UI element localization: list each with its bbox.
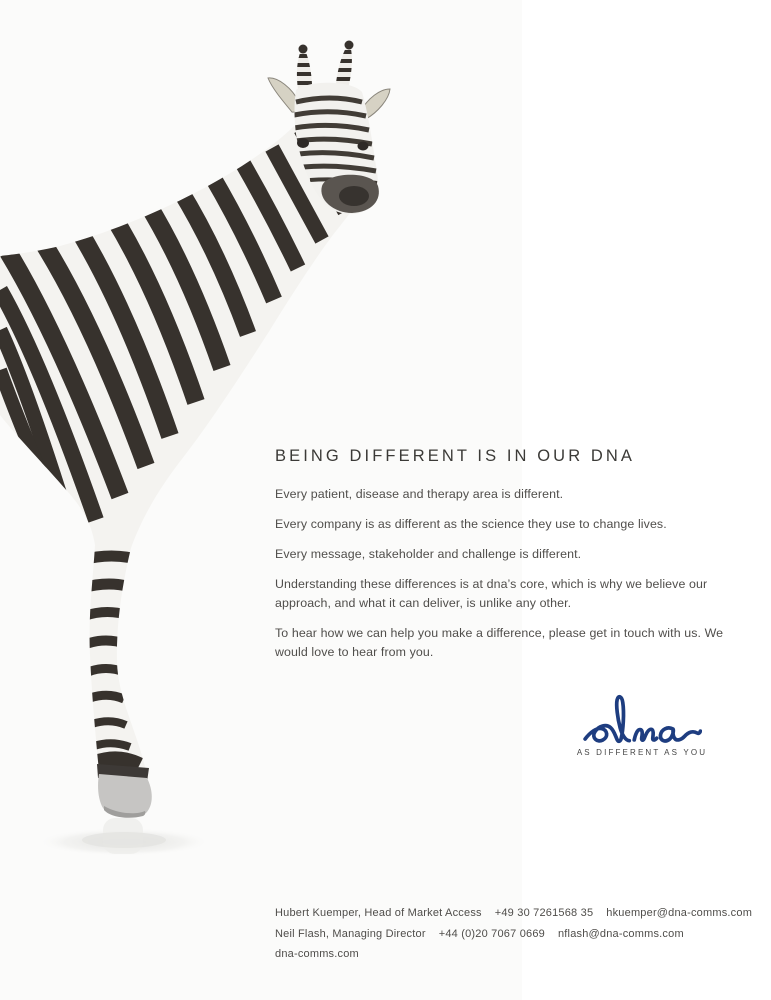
body-paragraph-1: Every patient, disease and therapy area is different.: [275, 487, 564, 501]
logo-letter-a: [660, 726, 701, 741]
logo-letter-d: [583, 696, 629, 743]
logo-tagline: AS DIFFERENT AS YOU: [576, 748, 708, 757]
body-paragraph-2: Every company is as different as the science they use to change lives.: [275, 517, 667, 531]
body-paragraph-3: Every message, stakeholder and challenge is different.: [275, 547, 582, 561]
zebra-eye-right: [358, 142, 369, 151]
dna-logo-block: [572, 690, 712, 757]
dna-logo-script: [582, 690, 702, 746]
contact-website: dna-comms.com: [275, 948, 359, 960]
contact-line-2: Neil Flash, Managing Director +44 (0)20 7067 0669 nflash@dna-comms.com: [275, 927, 684, 940]
headline: BEING DIFFERENT IS IN OUR DNA: [275, 447, 636, 465]
logo-letter-n: [634, 729, 657, 741]
hoof-reflection: [38, 818, 210, 856]
contact-block: [275, 903, 752, 965]
body-paragraph-4: Understanding these differences is at dna’s core, which is why we believe our approach, and what it can deliver, is unlike any other.: [275, 577, 708, 610]
body-paragraph-5: To hear how we can help you make a difference, please get in touch with us. We would love to hear from you.: [275, 626, 724, 659]
copy-column: [275, 446, 745, 673]
contact-line-1: Hubert Kuemper, Head of Market Access +49 30 7261568 35 hkuemper@dna-comms.com: [275, 907, 753, 919]
zebra-hoof: [97, 764, 152, 818]
zebra-eye-left: [297, 138, 309, 148]
